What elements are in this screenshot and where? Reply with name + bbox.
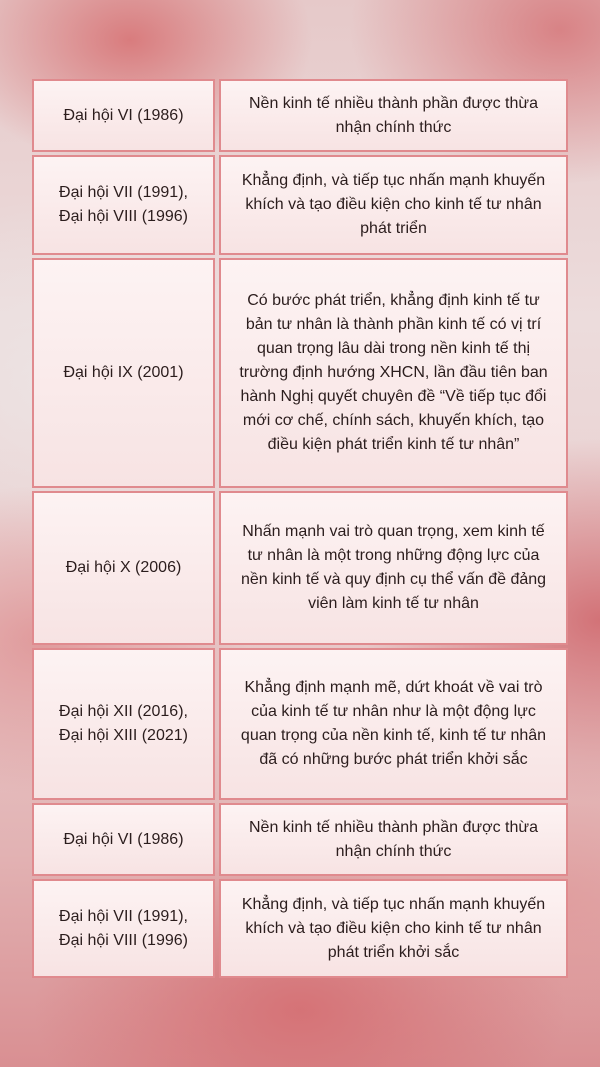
content-cell bbox=[219, 258, 568, 488]
content-text: Khẳng định mạnh mẽ, dứt khoát về vai trò của kinh tế tư nhân như là một động lực quan trọng của nền kinh tế, kinh tế tư nhân đã có những bước phát triển khởi sắc bbox=[240, 679, 547, 768]
table-row bbox=[32, 155, 568, 255]
congress-cell bbox=[32, 155, 215, 255]
congress-cell bbox=[32, 79, 215, 152]
congress-label: Đại hội IX (2001) bbox=[63, 364, 184, 381]
congress-label: Đại hội VI (1986) bbox=[63, 106, 184, 124]
table-row bbox=[32, 258, 568, 488]
content-text: Nền kinh tế nhiều thành phần được thừa nhận chính thức bbox=[249, 94, 538, 136]
table-row bbox=[32, 803, 568, 876]
congress-cell bbox=[32, 648, 215, 800]
content-cell bbox=[219, 79, 568, 152]
congress-cell bbox=[32, 258, 215, 488]
content-text: Khẳng định, và tiếp tục nhấn mạnh khuyến khích và tạo điều kiện cho kinh tế tư nhân phát triển khởi sắc bbox=[241, 895, 546, 961]
table-row bbox=[32, 491, 568, 645]
congress-label: Đại hội XII (2016), Đại hội XIII (2021) bbox=[59, 703, 188, 744]
content-cell bbox=[219, 648, 568, 800]
table-row bbox=[32, 79, 568, 152]
congress-label: Đại hội VII (1991), Đại hội VIII (1996) bbox=[59, 184, 188, 225]
content-cell bbox=[219, 155, 568, 255]
content-cell bbox=[219, 491, 568, 645]
congress-label: Đại hội VI (1986) bbox=[63, 830, 184, 848]
content-text: Có bước phát triển, khẳng định kinh tế tư bản tư nhân là thành phần kinh tế có vị trí quan trọng lâu dài trong nền kinh tế thị trường định hướng XHCN, lần đầu tiên ban hành Nghị quyết chuyên đề “Về tiếp tục đổi mới cơ chế, chính sách, khuyến khích, tạo điều kiện phát triển kinh tế tư nhân” bbox=[239, 292, 548, 453]
congress-cell bbox=[32, 491, 215, 645]
congress-cell bbox=[32, 879, 215, 978]
congress-label: Đại hội X (2006) bbox=[65, 559, 182, 576]
content-text: Khẳng định, và tiếp tục nhấn mạnh khuyến khích và tạo điều kiện cho kinh tế tư nhân phát triển bbox=[241, 172, 546, 237]
content-text: Nhấn mạnh vai trò quan trọng, xem kinh tế tư nhân là một trong những động lực của nền kinh tế và quy định cụ thể vấn đề đảng viên làm kinh tế tư nhân bbox=[240, 523, 547, 612]
congress-cell bbox=[32, 803, 215, 876]
table-row bbox=[32, 648, 568, 800]
congress-label: Đại hội VII (1991), Đại hội VIII (1996) bbox=[59, 907, 188, 949]
content-cell bbox=[219, 803, 568, 876]
content-cell bbox=[219, 879, 568, 978]
table-row bbox=[32, 879, 568, 978]
content-text: Nền kinh tế nhiều thành phần được thừa nhận chính thức bbox=[249, 818, 538, 860]
